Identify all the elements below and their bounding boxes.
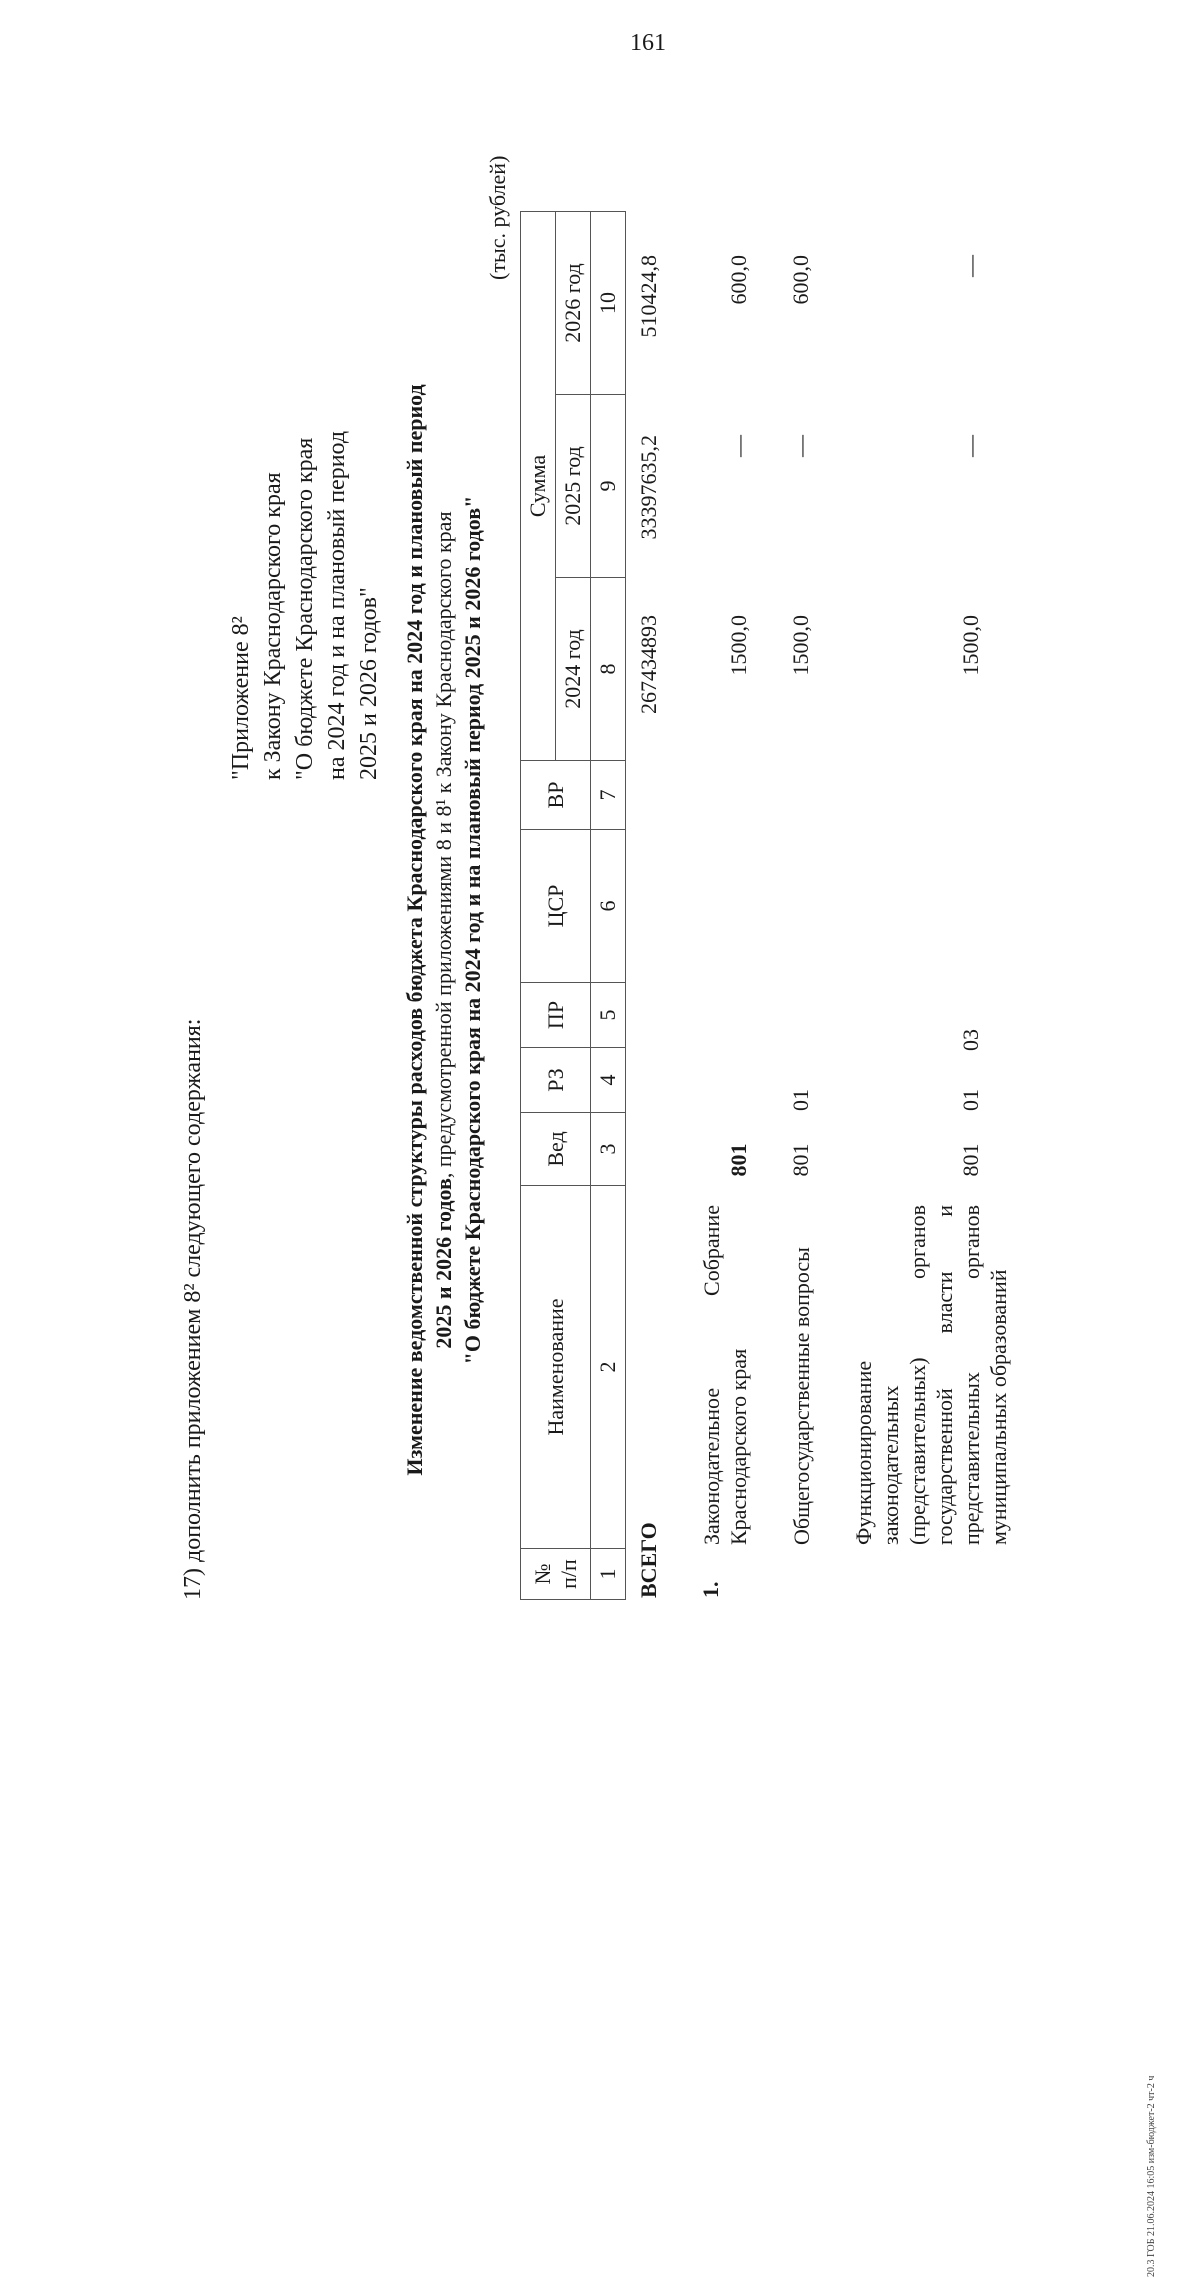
total-2024: 267434893 bbox=[636, 615, 661, 714]
total-label: ВСЕГО bbox=[636, 1522, 661, 1598]
budget-table-header bbox=[520, 211, 626, 1600]
header-vr: ВР bbox=[521, 761, 591, 830]
document-heading bbox=[400, 260, 487, 1600]
header-rz: РЗ bbox=[521, 1048, 591, 1113]
row-ved: 801 bbox=[958, 1143, 983, 1177]
total-2025: 33397635,2 bbox=[636, 435, 661, 540]
row-2026: 600,0 bbox=[726, 255, 751, 305]
column-number: 9 bbox=[591, 395, 626, 578]
row-2026: — bbox=[958, 255, 983, 277]
row-2026: 600,0 bbox=[788, 255, 813, 305]
column-number: 7 bbox=[591, 761, 626, 830]
header-ved: Вед bbox=[521, 1113, 591, 1186]
row-2025: — bbox=[726, 435, 751, 457]
row-2024: 1500,0 bbox=[958, 615, 983, 676]
column-number: 4 bbox=[591, 1048, 626, 1113]
table-row bbox=[850, 220, 1011, 1600]
header-sum: Сумма bbox=[521, 212, 556, 761]
row-rz: 01 bbox=[788, 1089, 813, 1111]
row-pr: 03 bbox=[958, 1029, 983, 1051]
annex-line: 2025 и 2026 годов" bbox=[356, 587, 382, 780]
column-number: 8 bbox=[591, 578, 626, 761]
header-name: Наименование bbox=[521, 1186, 591, 1549]
total-row bbox=[636, 220, 698, 1600]
budget-table-body bbox=[636, 220, 1011, 1600]
page-number: 161 bbox=[630, 30, 666, 56]
header-2025: 2025 год bbox=[556, 395, 591, 578]
column-number: 1 bbox=[591, 1549, 626, 1600]
annex-line: "О бюджете Краснодарского края bbox=[292, 437, 318, 780]
heading-line-3: "О бюджете Краснодарского края на 2024 год и на плановый период 2025 и 2026 годов" bbox=[460, 495, 485, 1365]
heading-line-2-rest: , предусмотренной приложениями 8 и 8¹ к Закону Краснодарского края bbox=[431, 511, 456, 1179]
header-2024: 2024 год bbox=[556, 578, 591, 761]
header-pr: ПР bbox=[521, 983, 591, 1048]
column-number: 5 bbox=[591, 983, 626, 1048]
annex-block bbox=[225, 160, 385, 780]
column-number: 10 bbox=[591, 212, 626, 395]
row-name: Общегосударственные вопросы bbox=[789, 1247, 814, 1545]
table-row bbox=[698, 220, 788, 1600]
column-number: 6 bbox=[591, 830, 626, 983]
intro-text: 17) дополнить приложением 8² следующего содержания: bbox=[180, 1018, 206, 1600]
heading-line-2-bold: 2025 и 2026 годов bbox=[431, 1178, 456, 1349]
unit-label: (тыс. рублей) bbox=[485, 155, 510, 280]
table-row bbox=[788, 220, 850, 1600]
header-2026: 2026 год bbox=[556, 212, 591, 395]
rotated-document-body bbox=[50, 80, 1100, 1660]
header-csr: ЦСР bbox=[521, 830, 591, 983]
row-2024: 1500,0 bbox=[726, 615, 751, 676]
row-name: Функционирование законодательных (представительных) органов государственной власти и представительных органов муниципальных образований bbox=[851, 1205, 1011, 1545]
heading-line-1: Изменение ведомственной структуры расходов бюджета Краснодарского края на 2024 год и плановый период bbox=[402, 384, 427, 1476]
total-2026: 510424,8 bbox=[636, 255, 661, 338]
annex-line: "Приложение 8² bbox=[228, 616, 254, 780]
row-2025: — bbox=[958, 435, 983, 457]
row-2024: 1500,0 bbox=[788, 615, 813, 676]
column-number: 2 bbox=[591, 1186, 626, 1549]
row-ved: 801 bbox=[726, 1143, 751, 1177]
row-ved: 801 bbox=[788, 1143, 813, 1177]
column-number: 3 bbox=[591, 1113, 626, 1186]
row-rz: 01 bbox=[958, 1089, 983, 1111]
footer-code-text: 20.3 ГОБ 21.06.2024 16:05 изм-бюджет-2 чт-2 ч bbox=[1146, 2075, 1157, 2277]
row-num: 1. bbox=[698, 1581, 723, 1598]
heading-line-2 bbox=[429, 260, 458, 1600]
header-num: № п/п bbox=[521, 1549, 591, 1600]
annex-line: к Закону Краснодарского края bbox=[260, 472, 286, 780]
annex-line: на 2024 год и на плановый период bbox=[324, 430, 350, 780]
row-name: Законодательное Собрание Краснодарского края bbox=[699, 1205, 751, 1545]
row-2025: — bbox=[788, 435, 813, 457]
